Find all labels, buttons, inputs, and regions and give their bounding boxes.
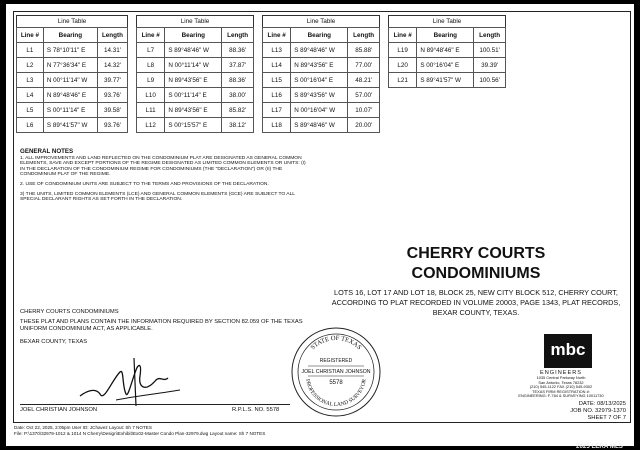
bearing-cell: S 00°11'14" E <box>165 88 222 103</box>
column-header: Bearing <box>43 28 97 43</box>
project-title-line-2: CONDOMINIUMS <box>411 265 541 282</box>
bearing-cell: N 89°48'46" E <box>417 43 474 58</box>
bearing-cell: S 89°41'57" W <box>417 73 474 88</box>
seal-number-text: 5578 <box>329 380 343 386</box>
footer-file-line: File: P:\1370\32979-1012 & 1014 N Cherry\Design\Exhibit\Ex02-Master Condo Plan-32979.dwg Layout name: Sh 7 NOTES <box>14 430 266 436</box>
line-table-title: Line Table <box>136 15 254 27</box>
line-number-cell: L18 <box>263 118 291 133</box>
note-2: 2. USE OF CONDOMINIUM UNITS ARE SUBJECT TO THE TERMS AND PROVISIONS OF THE DECLARATION. <box>20 181 269 187</box>
bearing-cell: N 89°43'56" E <box>291 58 348 73</box>
signature-line <box>20 404 290 405</box>
length-cell: 88.36' <box>222 73 254 88</box>
line-table-3 <box>262 15 380 133</box>
length-cell: 100.56' <box>474 73 506 88</box>
line-table-2 <box>136 15 254 133</box>
table-row <box>263 58 380 73</box>
line-number-cell: L6 <box>17 118 44 133</box>
length-cell: 85.88' <box>348 43 380 58</box>
line-number-cell: L20 <box>389 58 417 73</box>
column-header: Line # <box>263 28 291 43</box>
sheet-date: DATE: 08/13/2025 <box>578 401 626 407</box>
bearing-cell: N 77°36'34" E <box>43 58 97 73</box>
table-row <box>17 88 128 103</box>
line-table-title: Line Table <box>388 15 506 27</box>
length-cell: 88.36' <box>222 43 254 58</box>
line-number-cell: L11 <box>137 103 165 118</box>
line-number-cell: L4 <box>17 88 44 103</box>
line-table-4 <box>388 15 506 88</box>
bearing-cell: S 00°11'14" E <box>43 103 97 118</box>
column-header: Bearing <box>165 28 222 43</box>
table-row <box>263 103 380 118</box>
note-3: 3) THE UNITS, LIMITED COMMON ELEMENTS (LCE) AND GENERAL COMMON ELEMENTS (GCE) ARE SUBJECT TO ALL SPECIAL DECLARANT RIGHTS AS SET FORTH IN THE DECLARATION. <box>20 191 295 203</box>
surveyor-name: JOEL CHRISTIAN JOHNSON <box>20 407 98 413</box>
line-number-cell: L15 <box>263 73 291 88</box>
county-label: BEXAR COUNTY, TEXAS <box>20 339 88 345</box>
table-row <box>17 73 128 88</box>
firm-registration-label: TEXAS FIRM REGISTRATION #: <box>532 388 590 394</box>
table-row <box>263 73 380 88</box>
bearing-cell: S 89°48'46" W <box>291 118 348 133</box>
bearing-cell: N 89°43'56" E <box>165 73 222 88</box>
bearing-cell: N 89°48'46" E <box>43 88 97 103</box>
bearing-cell: N 00°11'14" W <box>43 73 97 88</box>
length-cell: 39.58' <box>97 103 127 118</box>
length-cell: 100.51' <box>474 43 506 58</box>
line-number-cell: L14 <box>263 58 291 73</box>
line-number-cell: L17 <box>263 103 291 118</box>
column-header: Length <box>474 28 506 43</box>
length-cell: 38.00' <box>222 88 254 103</box>
bearing-cell: S 89°48'46" W <box>291 43 348 58</box>
line-number-cell: L16 <box>263 88 291 103</box>
bearing-cell: N 00°11'14" W <box>165 58 222 73</box>
bearing-cell: N 00°16'04" W <box>291 103 348 118</box>
bearing-cell: S 78°10'11" E <box>43 43 97 58</box>
note-1: 1. ALL IMPROVEMENTS AND LAND REFLECTED ON THE CONDOMINIUM PLAT ARE DESIGNATED AS GENERAL COMMON ELEMENTS, SAVE AND EXCEPT PORTIONS OF THE REGIME DESIGNATED AS LIMITED COMMON ELEMENTS OR UNITS: (I) IN THE DECLARATION OF THE CONDOMINIUM REGIME FOR CONDOMINIUMS (THE "DECLARATION") OR (II) THE CONDOMINIUM PLAT OF THE REGIME. <box>20 155 306 178</box>
certification-block <box>20 309 320 332</box>
line-number-cell: L7 <box>137 43 165 58</box>
bearing-cell: S 89°41'57" W <box>43 118 97 133</box>
line-number-cell: L12 <box>137 118 165 133</box>
table-row <box>137 43 254 58</box>
seal-name-text: JOEL CHRISTIAN JOHNSON <box>301 369 371 375</box>
surveyor-seal <box>290 326 382 418</box>
table-row <box>389 58 506 73</box>
line-number-cell: L8 <box>137 58 165 73</box>
column-header: Line # <box>389 28 417 43</box>
table-row <box>263 118 380 133</box>
length-cell: 93.76' <box>97 118 127 133</box>
length-cell: 20.00' <box>348 118 380 133</box>
column-header: Length <box>222 28 254 43</box>
surveyor-rpls: R.P.L.S. NO. 5578 <box>232 407 280 413</box>
engineer-address-1: 1035 Central Parkway North <box>536 375 586 380</box>
line-number-cell: L10 <box>137 88 165 103</box>
table-row <box>17 58 128 73</box>
column-header: Bearing <box>291 28 348 43</box>
plat-sheet <box>6 4 634 450</box>
engineer-block <box>518 334 626 399</box>
column-header: Line # <box>137 28 165 43</box>
notes-heading: GENERAL NOTES <box>20 148 74 155</box>
bearing-cell: N 89°43'56" E <box>165 103 222 118</box>
column-header: Length <box>97 28 127 43</box>
sheet-info <box>554 401 626 421</box>
bearing-cell: S 00°16'04" E <box>417 58 474 73</box>
column-header: Length <box>348 28 380 43</box>
table-row <box>137 118 254 133</box>
length-cell: 14.32' <box>97 58 127 73</box>
firm-registration-number: ENGINEERING: F-784 & SURVEYING 10011730 <box>518 393 604 399</box>
line-table-title: Line Table <box>16 15 128 27</box>
seal-registered-text: REGISTERED <box>319 358 353 364</box>
length-cell: 93.76' <box>97 88 127 103</box>
line-number-cell: L1 <box>17 43 44 58</box>
table-row <box>263 43 380 58</box>
line-table-title: Line Table <box>262 15 380 27</box>
length-cell: 10.07' <box>348 103 380 118</box>
length-cell: 39.39' <box>474 58 506 73</box>
line-number-cell: L2 <box>17 58 44 73</box>
mbc-logo: mbc <box>544 334 592 368</box>
column-header: Line # <box>17 28 44 43</box>
line-table-1 <box>16 15 128 133</box>
file-footer <box>14 425 265 437</box>
table-row <box>17 43 128 58</box>
title-block <box>326 244 626 318</box>
line-number-cell: L3 <box>17 73 44 88</box>
general-notes <box>20 149 310 207</box>
length-cell: 48.21' <box>348 73 380 88</box>
length-cell: 39.77' <box>97 73 127 88</box>
line-number-cell: L9 <box>137 73 165 88</box>
job-number: JOB NO. 32979-1370 <box>570 407 626 414</box>
table-row <box>137 73 254 88</box>
footer-date-line: Date: Oct 22, 2025, 2:05pm User ID: JChavez Layout: Sh 7 NOTES <box>14 425 152 430</box>
length-cell: 14.31' <box>97 43 127 58</box>
length-cell: 57.00' <box>348 88 380 103</box>
certification-text: THESE PLAT AND PLANS CONTAIN THE INFORMATION REQUIRED BY SECTION 82.059 OF THE TEXAS UNIFORM CONDOMINIUM ACT, AS APPLICABLE. <box>20 318 303 332</box>
seal-state-text: STATE OF TEXAS <box>309 334 363 352</box>
bearing-cell: S 00°16'04" E <box>291 73 348 88</box>
surveyor-signature <box>76 350 186 408</box>
table-row <box>389 43 506 58</box>
table-row <box>17 103 128 118</box>
length-cell: 38.12' <box>222 118 254 133</box>
length-cell: 85.82' <box>222 103 254 118</box>
table-row <box>137 58 254 73</box>
seal-surveyor-text: PROFESSIONAL LAND SURVEYOR <box>304 378 368 409</box>
bearing-cell: S 89°43'56" W <box>291 88 348 103</box>
table-row <box>137 88 254 103</box>
engineers-word: ENGINEERS <box>540 370 582 376</box>
length-cell: 77.00' <box>348 58 380 73</box>
project-title-line-1: CHERRY COURTS <box>406 245 546 262</box>
engineer-address-2: San Antonio, Texas 78232 <box>538 379 584 385</box>
line-number-cell: L5 <box>17 103 44 118</box>
length-cell: 37.87' <box>222 58 254 73</box>
bearing-cell: S 89°48'46" W <box>165 43 222 58</box>
bearing-cell: S 00°15'57" E <box>165 118 222 133</box>
certification-title: CHERRY COURTS CONDOMINIUMS <box>20 309 119 315</box>
line-number-cell: L13 <box>263 43 291 58</box>
line-number-cell: L19 <box>389 43 417 58</box>
table-row <box>263 88 380 103</box>
table-row <box>137 103 254 118</box>
line-number-cell: L21 <box>389 73 417 88</box>
legal-description: LOTS 16, LOT 17 AND LOT 18, BLOCK 25, NEW CITY BLOCK 512, CHERRY COURT, ACCORDING TO PLAT RECORDED IN VOLUME 20003, PAGE 1343, PLAT RECORDS, BEXAR COUNTY, TEXAS. <box>331 288 621 317</box>
sheet-number: SHEET 7 OF 7 <box>587 414 626 421</box>
table-row <box>17 118 128 133</box>
table-row <box>389 73 506 88</box>
mls-watermark: 2025 LERA MLS <box>576 443 623 450</box>
engineer-phone: (210) 545-1122 FAX (210) 545-9302 <box>529 384 593 390</box>
column-header: Bearing <box>417 28 474 43</box>
